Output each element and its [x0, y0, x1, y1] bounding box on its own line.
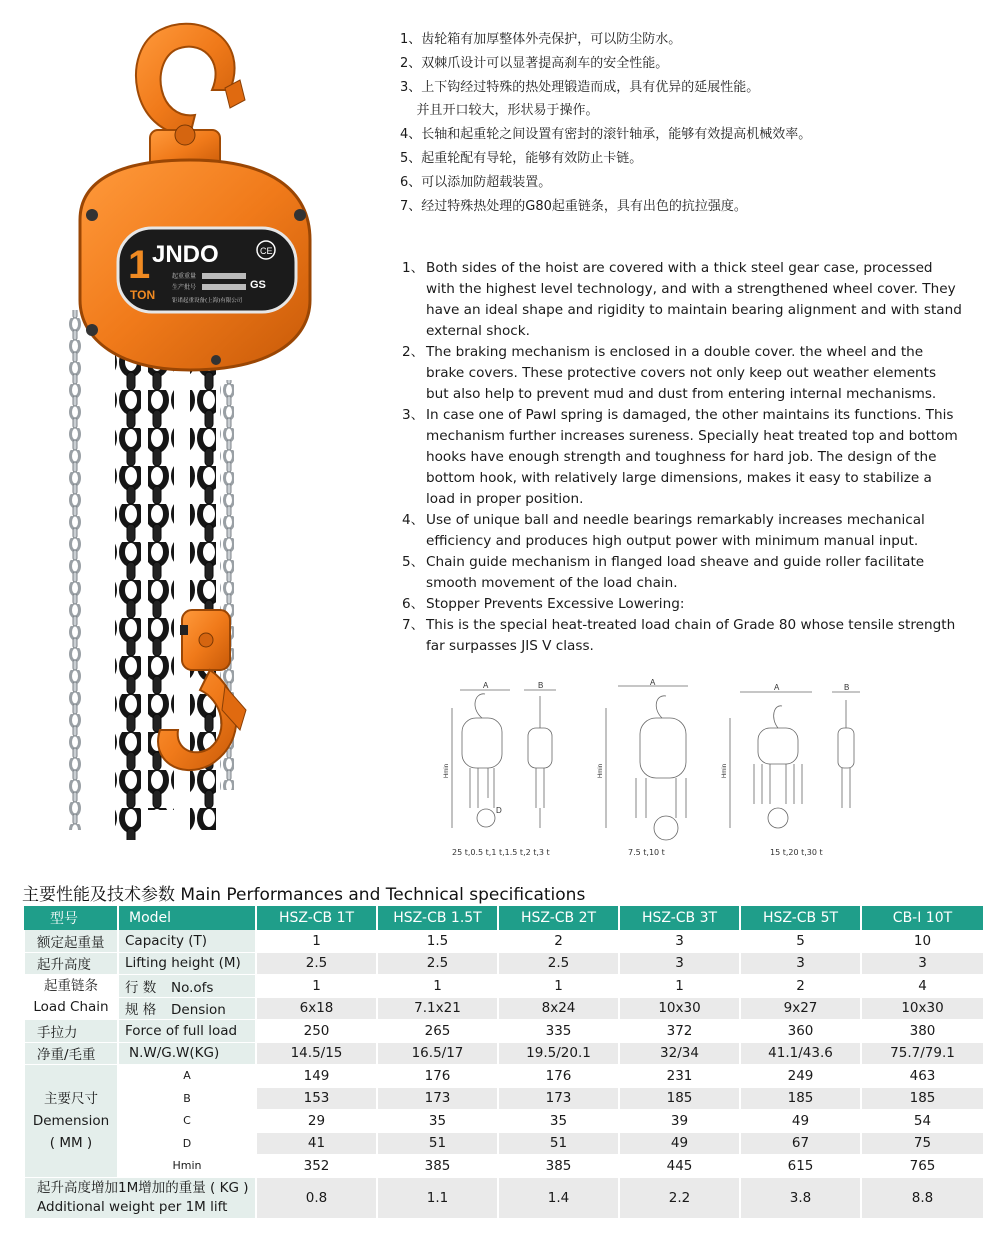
capacity-badge: 1 [128, 243, 151, 287]
table-cell: 445 [619, 1155, 740, 1178]
svg-text:D: D [496, 806, 502, 815]
table-cell: 4 [861, 975, 983, 998]
table-cell: 335 [498, 1020, 619, 1043]
load-chain-label [24, 975, 118, 1020]
table-cell: 385 [377, 1155, 498, 1178]
table-cell: 49 [619, 1132, 740, 1155]
table-cell: 16.5/17 [377, 1042, 498, 1065]
svg-text:生产批号: 生产批号 [172, 284, 197, 291]
capacity-label-en: Capacity (T) [118, 930, 256, 952]
feature-en-7: 7、 This is the special heat-treated load chain of Grade 80 whose tensile strength far surpasses JIS V class. [402, 617, 956, 654]
table-cell: 75 [861, 1132, 983, 1155]
svg-text:GS: GS [250, 279, 266, 291]
table-cell: 1.4 [498, 1177, 619, 1218]
table-cell: 1 [256, 930, 377, 952]
table-cell: 360 [740, 1020, 861, 1043]
table-cell: 6x18 [256, 997, 377, 1020]
table-cell: 380 [861, 1020, 983, 1043]
table-cell: 8.8 [861, 1177, 983, 1218]
table-cell: 153 [256, 1087, 377, 1110]
table-cell: 463 [861, 1065, 983, 1088]
table-cell: 10x30 [861, 997, 983, 1020]
feature-cn-5: 5、起重轮配有导轮，能够有效防止卡链。 [400, 150, 643, 166]
feature-en-4: 4、 Use of unique ball and needle bearings remarkably increases mechanical efficiency and produces high output power with minimum manual input. [402, 512, 925, 549]
table-cell: 19.5/20.1 [498, 1042, 619, 1065]
features-english [402, 258, 962, 657]
table-cell: 1 [498, 975, 619, 998]
table-cell: 9x27 [740, 997, 861, 1020]
table-cell: 173 [377, 1087, 498, 1110]
svg-text:钜诺起重设备(上海)有限公司: 钜诺起重设备(上海)有限公司 [172, 298, 243, 304]
table-cell: 185 [861, 1087, 983, 1110]
row-dim-a [24, 1065, 983, 1088]
table-cell: 372 [619, 1020, 740, 1043]
svg-text:Hmin: Hmin [722, 763, 728, 778]
feature-en-5: 5、 Chain guide mechanism in flanged load sheave and guide roller facilitate smooth movement of the load chain. [402, 554, 925, 591]
row-capacity [24, 930, 983, 952]
header-model-cn: 型号 [24, 906, 118, 930]
row-dim-c [24, 1110, 983, 1133]
load-chain-label-cn: 起重链条 [44, 978, 98, 994]
table-cell: 3 [619, 930, 740, 952]
row-dim-b [24, 1087, 983, 1110]
row-chain-nofs [24, 975, 983, 998]
table-cell: 250 [256, 1020, 377, 1043]
svg-text:A: A [774, 683, 780, 692]
force-label-en: Force of full load [118, 1020, 256, 1043]
table-cell: 49 [740, 1110, 861, 1133]
table-cell: 185 [740, 1087, 861, 1110]
table-cell: 3 [861, 952, 983, 975]
table-cell: 352 [256, 1155, 377, 1178]
svg-text:A: A [483, 681, 489, 690]
header-model-en: Model [118, 906, 256, 930]
table-cell: 51 [377, 1132, 498, 1155]
header-model-3: HSZ-CB 2T [498, 906, 619, 930]
table-cell: 10x30 [619, 997, 740, 1020]
svg-text:B: B [844, 683, 850, 692]
row-dim-hmin [24, 1155, 983, 1178]
hand-chain-left [68, 310, 82, 830]
table-cell: 35 [377, 1110, 498, 1133]
table-cell: 185 [619, 1087, 740, 1110]
load-chain-1 [115, 340, 141, 840]
table-cell: 176 [498, 1065, 619, 1088]
table-cell: 35 [498, 1110, 619, 1133]
table-cell: 3.8 [740, 1177, 861, 1218]
lifting-label-cn: 起升高度 [24, 952, 118, 975]
svg-text:Hmin: Hmin [444, 763, 450, 778]
table-cell: 385 [498, 1155, 619, 1178]
table-cell: 615 [740, 1155, 861, 1178]
feature-cn-4: 4、长轴和起重轮之间设置有密封的滚针轴承，能够有效提高机械效率。 [400, 127, 812, 143]
table-cell: 8x24 [498, 997, 619, 1020]
table-cell: 67 [740, 1132, 861, 1155]
feature-cn-3: 3、上下钩经过特殊的热处理锻造而成，具有优异的延展性能。 [400, 79, 760, 95]
table-cell: 231 [619, 1065, 740, 1088]
table-cell: 32/34 [619, 1042, 740, 1065]
additional-weight-label-cn: 起升高度增加1M增加的重量 ( KG ) [37, 1179, 249, 1196]
table-cell: 176 [377, 1065, 498, 1088]
dimension-label-cn: 主要尺寸 [44, 1090, 98, 1107]
row-dim-d [24, 1132, 983, 1155]
svg-text:起重重量: 起重重量 [172, 273, 197, 280]
dim-key-c: C [118, 1110, 256, 1133]
table-cell: 1 [256, 975, 377, 998]
table-cell: 5 [740, 930, 861, 952]
feature-en-3: 3、 In case one of Pawl spring is damaged, the other maintains its functions. This mechanism further increases sureness. Specially heat treated top and bottom hooks have enough strength and toughness for hard job. The design of the bottom hook, with relatively large dimensions, makes it easy to stabilize a load in proper position. [402, 407, 958, 507]
dimension-drawings [440, 678, 880, 868]
table-cell: 3 [740, 952, 861, 975]
dimension-unit: ( MM ) [49, 1134, 93, 1151]
dim-key-b: B [118, 1087, 256, 1110]
table-cell: 3 [619, 952, 740, 975]
table-cell: 29 [256, 1110, 377, 1133]
feature-en-2: 2、 The braking mechanism is enclosed in a double cover. the wheel and the brake covers. These protective covers not only keep out weather elements but also help to prevent mud and dust from entering internal mechanisms. [402, 344, 937, 402]
top-hook [136, 24, 235, 135]
diagram-caption-1: 25 t,0.5 t,1 t,1.5 t,2 t,3 t [452, 848, 550, 857]
diagram-caption-2: 7.5 t,10 t [628, 848, 665, 857]
table-header-row [24, 906, 983, 930]
chain-hoist-photo [40, 10, 340, 840]
force-label-cn: 手拉力 [24, 1020, 118, 1043]
table-cell: 1 [377, 975, 498, 998]
svg-text:CE: CE [260, 246, 273, 256]
additional-weight-label-en: Additional weight per 1M lift [37, 1198, 228, 1215]
table-cell: 0.8 [256, 1177, 377, 1218]
header-model-6: CB-Ⅰ 10T [861, 906, 983, 930]
feature-cn-2: 2、双棘爪设计可以显著提高刹车的安全性能。 [400, 55, 669, 71]
table-cell: 265 [377, 1020, 498, 1043]
table-cell: 2.5 [377, 952, 498, 975]
feature-en-6: 6、 Stopper Prevents Excessive Lowering: [402, 596, 685, 612]
load-chain-label-en: Load Chain [33, 999, 109, 1015]
table-cell: 41.1/43.6 [740, 1042, 861, 1065]
table-cell: 1.5 [377, 930, 498, 952]
weight-label-cn: 净重/毛重 [24, 1042, 118, 1065]
row-lifting-height [24, 952, 983, 975]
table-cell: 249 [740, 1065, 861, 1088]
table-cell: 54 [861, 1110, 983, 1133]
table-cell: 41 [256, 1132, 377, 1155]
features-chinese [400, 28, 960, 218]
chain-nofs-label: 行 数 No.ofs [118, 975, 256, 998]
capacity-label-cn: 额定起重量 [24, 930, 118, 952]
chain-dimension-label: 规 格 Dension [118, 997, 256, 1020]
row-chain-dimension [24, 997, 983, 1020]
dim-key-d: D [118, 1132, 256, 1155]
table-cell: 2.5 [256, 952, 377, 975]
svg-text:A: A [650, 678, 656, 687]
table-cell: 2.5 [498, 952, 619, 975]
table-cell: 10 [861, 930, 983, 952]
table-cell: 51 [498, 1132, 619, 1155]
diagram-caption-3: 15 t,20 t,30 t [770, 848, 823, 857]
spec-table [23, 906, 983, 1219]
table-cell: 14.5/15 [256, 1042, 377, 1065]
table-cell: 75.7/79.1 [861, 1042, 983, 1065]
feature-cn-6: 6、可以添加防超载装置。 [400, 174, 552, 190]
dim-key-hmin: Hmin [118, 1155, 256, 1178]
header-model-1: HSZ-CB 1T [256, 906, 377, 930]
spec-section-title: 主要性能及技术参数 Main Performances and Technical specifications [22, 885, 586, 905]
table-cell: 1 [619, 975, 740, 998]
dim-key-a: A [118, 1065, 256, 1088]
weight-label-en: N.W/G.W(KG) [118, 1042, 256, 1065]
brand-logo: JNDO [152, 241, 219, 268]
table-cell: 765 [861, 1155, 983, 1178]
feature-cn-7: 7、经过特殊热处理的G80起重链条，具有出色的抗拉强度。 [400, 198, 747, 214]
table-cell: 2 [740, 975, 861, 998]
svg-text:Hmin: Hmin [598, 763, 604, 778]
table-cell: 7.1x21 [377, 997, 498, 1020]
table-cell: 2.2 [619, 1177, 740, 1218]
lifting-label-en: Lifting height (M) [118, 952, 256, 975]
table-cell: 39 [619, 1110, 740, 1133]
feature-en-1: 1、 Both sides of the hoist are covered with a thick steel gear case, processed with the highest level technology, and with a strengthened wheel cover. They have an ideal shape and rigidity to maintain bearing alignment and with stand external shock. [402, 260, 962, 339]
dimension-label-en: Demension [32, 1112, 110, 1129]
header-model-2: HSZ-CB 1.5T [377, 906, 498, 930]
svg-text:B: B [538, 681, 544, 690]
dimension-label [24, 1065, 118, 1178]
row-weight [24, 1042, 983, 1065]
capacity-unit: TON [130, 288, 156, 302]
table-cell: 149 [256, 1065, 377, 1088]
row-additional-weight [24, 1177, 983, 1218]
header-model-5: HSZ-CB 5T [740, 906, 861, 930]
feature-cn-3b: 并且开口较大，形状易于操作。 [400, 103, 599, 119]
header-model-4: HSZ-CB 3T [619, 906, 740, 930]
feature-cn-1: 1、齿轮箱有加厚整体外壳保护，可以防尘防水。 [400, 32, 682, 47]
table-cell: 1.1 [377, 1177, 498, 1218]
additional-weight-label [24, 1177, 256, 1218]
row-force [24, 1020, 983, 1043]
table-cell: 2 [498, 930, 619, 952]
table-cell: 173 [498, 1087, 619, 1110]
dimension-diagrams [440, 678, 880, 868]
